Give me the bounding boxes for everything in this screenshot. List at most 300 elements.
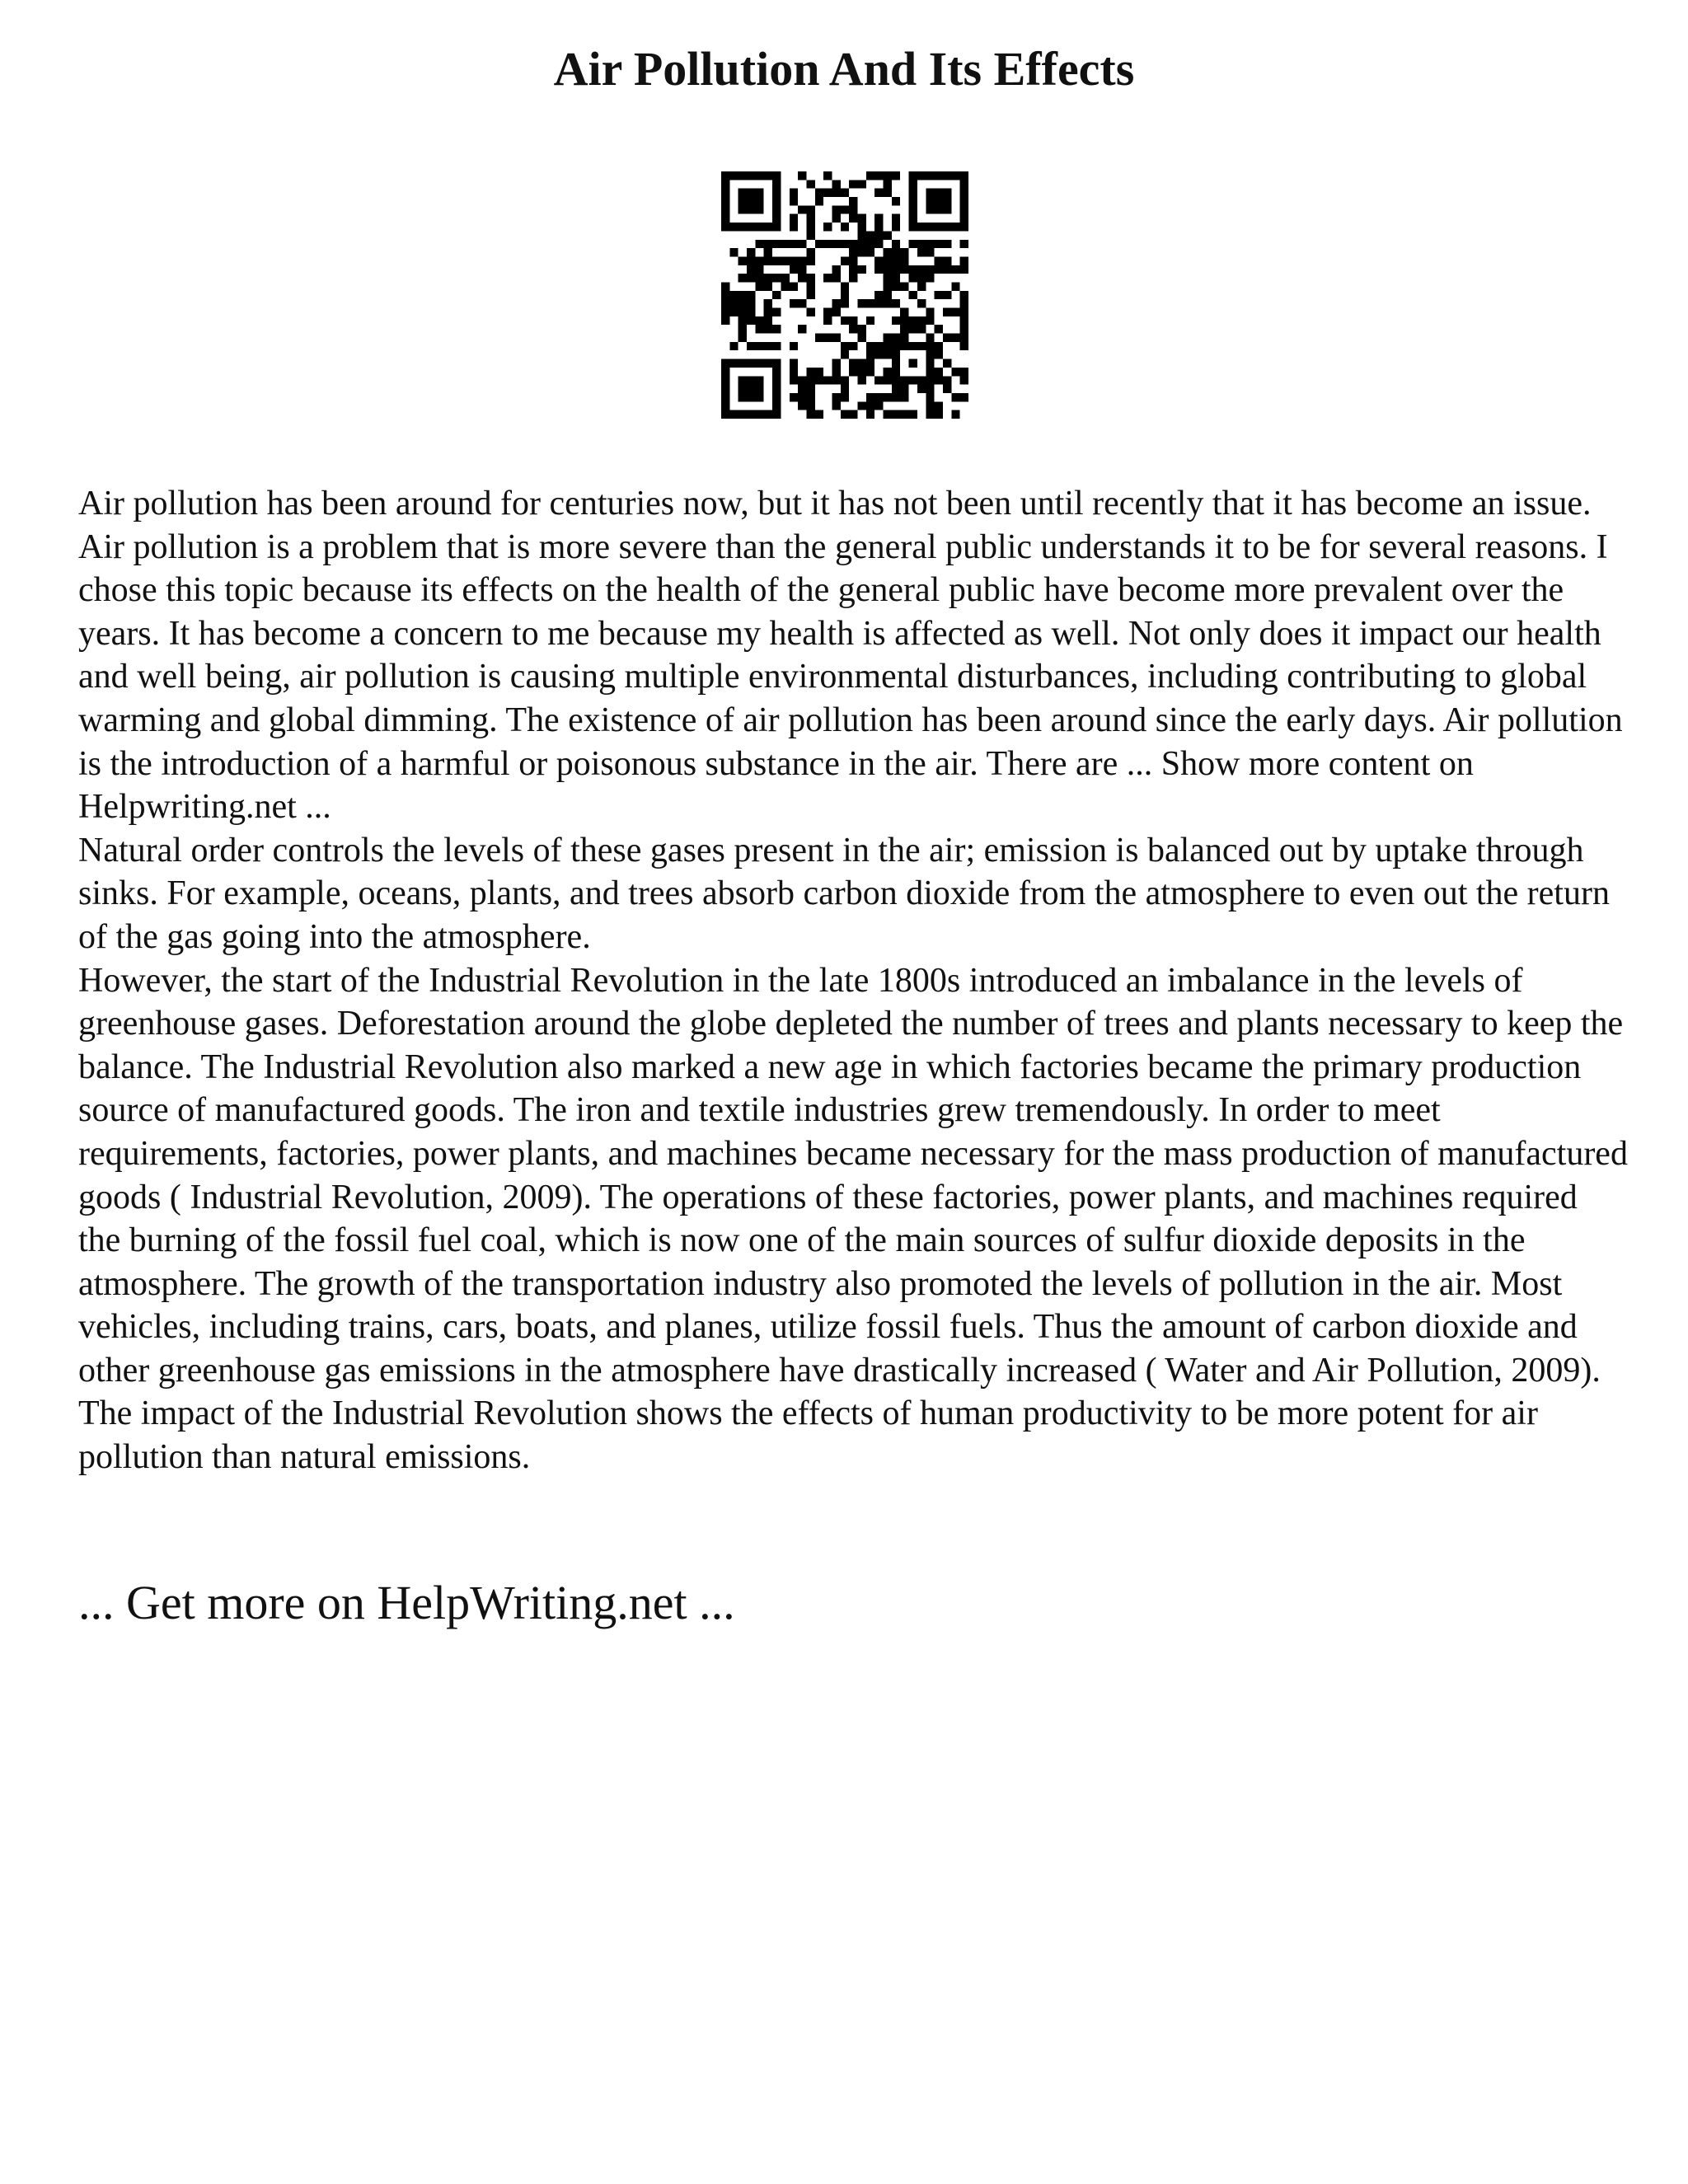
qr-module: [943, 240, 951, 248]
qr-module: [960, 393, 968, 401]
qr-module: [935, 401, 943, 410]
qr-module: [738, 197, 747, 205]
qr-module: [917, 171, 926, 180]
qr-module: [815, 368, 823, 376]
qr-module: [960, 299, 968, 307]
qr-module: [790, 189, 798, 197]
qr-module: [926, 393, 934, 401]
qr-module: [832, 205, 840, 213]
qr-module: [909, 223, 917, 231]
qr-module: [858, 240, 866, 248]
qr-module: [721, 393, 729, 401]
qr-module: [772, 376, 781, 384]
qr-module: [721, 282, 729, 290]
qr-module: [772, 342, 781, 350]
qr-module: [755, 256, 763, 265]
qr-module: [755, 282, 763, 290]
qr-module: [892, 342, 900, 350]
qr-module: [892, 334, 900, 342]
qr-module: [772, 325, 781, 333]
qr-module: [900, 325, 908, 333]
qr-module: [909, 342, 917, 350]
qr-module: [917, 282, 926, 290]
qr-module: [951, 308, 959, 316]
qr-module: [721, 410, 729, 419]
qr-module: [926, 171, 934, 180]
qr-module: [943, 308, 951, 316]
qr-module: [909, 171, 917, 180]
qr-module: [874, 223, 883, 231]
qr-module: [858, 359, 866, 368]
qr-module: [764, 325, 772, 333]
qr-module: [849, 410, 857, 419]
qr-module: [832, 189, 840, 197]
qr-module: [874, 240, 883, 248]
qr-module: [841, 376, 849, 384]
qr-module: [884, 189, 892, 197]
qr-module: [917, 325, 926, 333]
qr-module: [849, 180, 857, 188]
page-title: Air Pollution And Its Effects: [553, 42, 1135, 96]
qr-module: [943, 197, 951, 205]
qr-module: [781, 282, 789, 290]
qr-module: [841, 299, 849, 307]
qr-module: [832, 393, 840, 401]
qr-module: [866, 171, 874, 180]
qr-module: [798, 274, 806, 282]
qr-module: [772, 223, 781, 231]
qr-module: [815, 376, 823, 384]
qr-module: [781, 240, 789, 248]
qr-module: [772, 240, 781, 248]
qr-module: [764, 256, 772, 265]
qr-module: [926, 368, 934, 376]
qr-module: [806, 308, 814, 316]
qr-module: [917, 299, 926, 307]
qr-module: [935, 265, 943, 274]
qr-module: [858, 401, 866, 410]
qr-module: [832, 308, 840, 316]
qr-module: [721, 197, 729, 205]
qr-module: [729, 299, 738, 307]
qr-module: [815, 197, 823, 205]
qr-module: [909, 316, 917, 325]
qr-module: [823, 274, 832, 282]
qr-module: [960, 214, 968, 223]
qr-module: [823, 171, 832, 180]
qr-module: [909, 359, 917, 368]
qr-module: [806, 214, 814, 223]
qr-module: [738, 393, 747, 401]
qr-code-icon: [721, 171, 968, 419]
qr-module: [935, 342, 943, 350]
qr-module: [874, 291, 883, 299]
qr-module: [790, 376, 798, 384]
qr-module: [823, 189, 832, 197]
qr-module: [790, 256, 798, 265]
qr-module: [764, 171, 772, 180]
qr-module: [917, 265, 926, 274]
qr-module: [909, 240, 917, 248]
qr-module: [729, 248, 738, 256]
qr-module: [960, 171, 968, 180]
qr-module: [892, 359, 900, 368]
qr-module: [892, 265, 900, 274]
qr-module: [772, 205, 781, 213]
qr-module: [960, 197, 968, 205]
qr-module: [917, 223, 926, 231]
qr-module: [858, 299, 866, 307]
qr-module: [764, 282, 772, 290]
qr-module: [874, 171, 883, 180]
qr-module: [798, 325, 806, 333]
qr-module: [815, 240, 823, 248]
qr-module: [892, 171, 900, 180]
qr-module: [764, 240, 772, 248]
qr-module: [884, 410, 892, 419]
qr-module: [960, 342, 968, 350]
qr-module: [892, 368, 900, 376]
qr-module: [849, 316, 857, 325]
qr-module: [900, 385, 908, 393]
qr-module: [798, 376, 806, 384]
qr-module: [806, 410, 814, 419]
qr-module: [884, 248, 892, 256]
qr-module: [729, 410, 738, 419]
qr-module: [806, 248, 814, 256]
qr-module: [900, 282, 908, 290]
qr-module: [917, 274, 926, 282]
qr-module: [841, 291, 849, 299]
qr-module: [926, 265, 934, 274]
qr-module: [874, 393, 883, 401]
qr-module: [866, 410, 874, 419]
qr-module: [815, 410, 823, 419]
qr-module: [738, 325, 747, 333]
qr-module: [764, 299, 772, 307]
qr-module: [951, 223, 959, 231]
qr-module: [832, 368, 840, 376]
qr-module: [926, 205, 934, 213]
qr-module: [798, 393, 806, 401]
qr-module: [772, 410, 781, 419]
qr-module: [747, 171, 755, 180]
qr-module: [884, 171, 892, 180]
qr-module: [935, 223, 943, 231]
qr-module: [764, 223, 772, 231]
qr-module: [943, 265, 951, 274]
qr-module: [764, 410, 772, 419]
qr-module: [884, 334, 892, 342]
qr-module: [892, 240, 900, 248]
qr-module: [772, 359, 781, 368]
qr-module: [823, 240, 832, 248]
qr-module: [790, 197, 798, 205]
qr-module: [738, 410, 747, 419]
qr-module: [858, 325, 866, 333]
qr-module: [900, 316, 908, 325]
qr-module: [755, 376, 763, 384]
qr-module: [755, 197, 763, 205]
qr-module: [874, 214, 883, 223]
qr-module: [874, 299, 883, 307]
qr-module: [849, 197, 857, 205]
qr-module: [832, 214, 840, 223]
qr-module: [874, 350, 883, 359]
qr-module: [841, 385, 849, 393]
qr-module: [747, 299, 755, 307]
qr-module: [738, 299, 747, 307]
paragraph-natural-order: Natural order controls the levels of these gases present in the air; emission is balanced out by uptake through sinks. For example, oceans, plants, and trees absorb carbon dioxide from the atmosphere to even out the return of the gas going into the atmosphere.: [78, 831, 1610, 956]
qr-module: [738, 291, 747, 299]
qr-module: [917, 385, 926, 393]
qr-module: [884, 180, 892, 188]
qr-module: [738, 334, 747, 342]
qr-module: [755, 240, 763, 248]
qr-module: [806, 180, 814, 188]
qr-module: [798, 171, 806, 180]
qr-module: [951, 410, 959, 419]
qr-module: [772, 189, 781, 197]
qr-module: [884, 256, 892, 265]
qr-module: [960, 265, 968, 274]
qr-module: [798, 401, 806, 410]
qr-module: [764, 359, 772, 368]
qr-module: [935, 368, 943, 376]
qr-module: [772, 393, 781, 401]
qr-module: [909, 265, 917, 274]
qr-module: [772, 180, 781, 188]
qr-module: [884, 265, 892, 274]
qr-module: [841, 205, 849, 213]
qr-module: [755, 171, 763, 180]
qr-module: [951, 171, 959, 180]
qr-module: [790, 342, 798, 350]
qr-module: [738, 316, 747, 325]
qr-module: [866, 359, 874, 368]
qr-module: [841, 350, 849, 359]
qr-module: [935, 197, 943, 205]
qr-module: [866, 342, 874, 350]
qr-module: [892, 385, 900, 393]
qr-module: [909, 189, 917, 197]
qr-module: [738, 171, 747, 180]
qr-module: [858, 214, 866, 223]
qr-module: [747, 316, 755, 325]
qr-module: [841, 223, 849, 231]
paragraph-intro: Air pollution has been around for centuries now, but it has not been until recently that it has become an issue. Air pollution is a problem that is more severe than the general public understands it to be for several reasons. I chose this topic because its effects on the health of the general public have become more prevalent over the years. It has become a concern to me because my health is affected as well. Not only does it impact our health and well being, air pollution is causing multiple environmental disturbances, including contributing to global warming and global dimming. The existence of air pollution has been around since the early days. Air pollution is the introduction of a harmful or poisonous substance in the air. There are ... Show more content on Helpwriting.net ...: [78, 485, 1623, 827]
qr-module: [892, 197, 900, 205]
qr-module: [866, 401, 874, 410]
qr-module: [747, 376, 755, 384]
qr-module: [909, 214, 917, 223]
qr-module: [858, 223, 866, 231]
qr-module: [747, 385, 755, 393]
qr-module: [917, 342, 926, 350]
qr-module: [772, 171, 781, 180]
qr-module: [806, 385, 814, 393]
qr-module: [943, 359, 951, 368]
qr-module: [917, 240, 926, 248]
qr-module: [841, 410, 849, 419]
qr-module: [951, 393, 959, 401]
qr-module: [755, 265, 763, 274]
qr-module: [943, 205, 951, 213]
qr-module: [960, 325, 968, 333]
qr-module: [738, 274, 747, 282]
qr-module: [917, 376, 926, 384]
qr-module: [823, 334, 832, 342]
qr-module: [798, 256, 806, 265]
paragraph-industrial-revolution: However, the start of the Industrial Revolution in the late 1800s introduced an imbalance in the levels of greenhouse gases. Deforestation around the globe depleted the number of trees and plants necessary to keep the balance. The Industrial Revolution also marked a new age in which factories became the primary production source of manufactured goods. The iron and textile industries grew tremendously. In order to meet requirements, factories, power plants, and machines became necessary for the mass production of manufactured goods ( Industrial Revolution, 2009). The operations of these factories, power plants, and machines required the burning of the fossil fuel coal, which is now one of the main sources of sulfur dioxide deposits in the atmosphere. The growth of the transportation industry also promoted the levels of pollution in the air. Most vehicles, including trains, cars, boats, and planes, utilize fossil fuels. Thus the amount of carbon dioxide and other greenhouse gas emissions in the atmosphere have drastically increased ( Water and Air Pollution, 2009). The impact of the Industrial Revolution shows the effects of human productivity to be more potent for air pollution than natural emissions.: [78, 961, 1628, 1477]
qr-module: [841, 256, 849, 265]
qr-module: [721, 171, 729, 180]
qr-module: [884, 350, 892, 359]
qr-module: [943, 256, 951, 265]
qr-module: [823, 316, 832, 325]
qr-module: [960, 223, 968, 231]
qr-module: [900, 334, 908, 342]
qr-module: [900, 308, 908, 316]
qr-module: [935, 256, 943, 265]
qr-module: [747, 256, 755, 265]
qr-module: [926, 385, 934, 393]
qr-module: [772, 368, 781, 376]
qr-module: [849, 274, 857, 282]
qr-module: [755, 189, 763, 197]
get-more-link[interactable]: ... Get more on HelpWriting.net ...: [78, 1576, 735, 1629]
qr-module: [900, 376, 908, 384]
qr-module: [909, 274, 917, 282]
qr-module: [943, 291, 951, 299]
qr-module: [858, 231, 866, 239]
qr-module: [806, 205, 814, 213]
qr-module: [849, 342, 857, 350]
qr-module: [747, 265, 755, 274]
qr-module: [721, 359, 729, 368]
qr-module: [798, 299, 806, 307]
qr-module: [935, 205, 943, 213]
qr-module: [892, 214, 900, 223]
qr-module: [884, 274, 892, 282]
qr-module: [721, 316, 729, 325]
qr-module: [721, 376, 729, 384]
qr-module: [926, 240, 934, 248]
qr-module: [755, 410, 763, 419]
qr-module: [772, 256, 781, 265]
qr-module: [823, 376, 832, 384]
qr-module: [874, 401, 883, 410]
qr-module: [832, 334, 840, 342]
qr-module: [806, 282, 814, 290]
qr-module: [960, 256, 968, 265]
qr-module: [729, 171, 738, 180]
qr-module: [747, 205, 755, 213]
qr-module: [849, 359, 857, 368]
qr-module: [806, 274, 814, 282]
qr-module: [747, 291, 755, 299]
qr-module: [798, 385, 806, 393]
qr-module: [747, 248, 755, 256]
qr-module: [849, 325, 857, 333]
qr-module: [832, 180, 840, 188]
qr-module: [721, 368, 729, 376]
qr-module: [892, 282, 900, 290]
qr-module: [909, 197, 917, 205]
qr-module: [926, 189, 934, 197]
qr-module: [900, 393, 908, 401]
qr-module: [858, 376, 866, 384]
qr-module: [721, 308, 729, 316]
qr-module: [960, 180, 968, 188]
qr-module: [815, 189, 823, 197]
qr-module: [806, 223, 814, 231]
qr-module: [747, 189, 755, 197]
qr-module: [926, 410, 934, 419]
qr-module: [747, 342, 755, 350]
qr-module: [943, 223, 951, 231]
qr-module: [884, 282, 892, 290]
qr-module: [755, 274, 763, 282]
qr-module: [738, 308, 747, 316]
qr-module: [935, 350, 943, 359]
qr-module: [738, 359, 747, 368]
qr-module: [738, 223, 747, 231]
qr-module: [874, 342, 883, 350]
qr-module: [747, 393, 755, 401]
qr-module: [884, 299, 892, 307]
qr-module: [781, 274, 789, 282]
qr-module: [935, 171, 943, 180]
qr-module: [926, 308, 934, 316]
qr-module: [935, 376, 943, 384]
qr-module: [926, 274, 934, 282]
qr-module: [943, 171, 951, 180]
qr-module: [772, 401, 781, 410]
qr-module: [806, 368, 814, 376]
qr-module: [755, 359, 763, 368]
qr-module: [892, 393, 900, 401]
qr-module: [951, 334, 959, 342]
qr-module: [823, 308, 832, 316]
qr-module: [729, 308, 738, 316]
qr-module: [738, 256, 747, 265]
qr-module: [866, 350, 874, 359]
qr-module: [790, 282, 798, 290]
qr-module: [764, 308, 772, 316]
qr-module: [806, 401, 814, 410]
qr-module: [738, 376, 747, 384]
qr-module: [884, 368, 892, 376]
article-body: [78, 482, 1628, 1479]
qr-module: [832, 274, 840, 282]
qr-module: [874, 376, 883, 384]
qr-module: [866, 248, 874, 256]
qr-module: [729, 342, 738, 350]
qr-module: [909, 205, 917, 213]
qr-module: [874, 231, 883, 239]
qr-module: [858, 180, 866, 188]
qr-module: [841, 316, 849, 325]
qr-module: [926, 359, 934, 368]
qr-module: [721, 180, 729, 188]
qr-module: [909, 410, 917, 419]
qr-module: [926, 334, 934, 342]
qr-module: [926, 248, 934, 256]
qr-module: [721, 189, 729, 197]
qr-module: [841, 282, 849, 290]
qr-module: [832, 401, 840, 410]
